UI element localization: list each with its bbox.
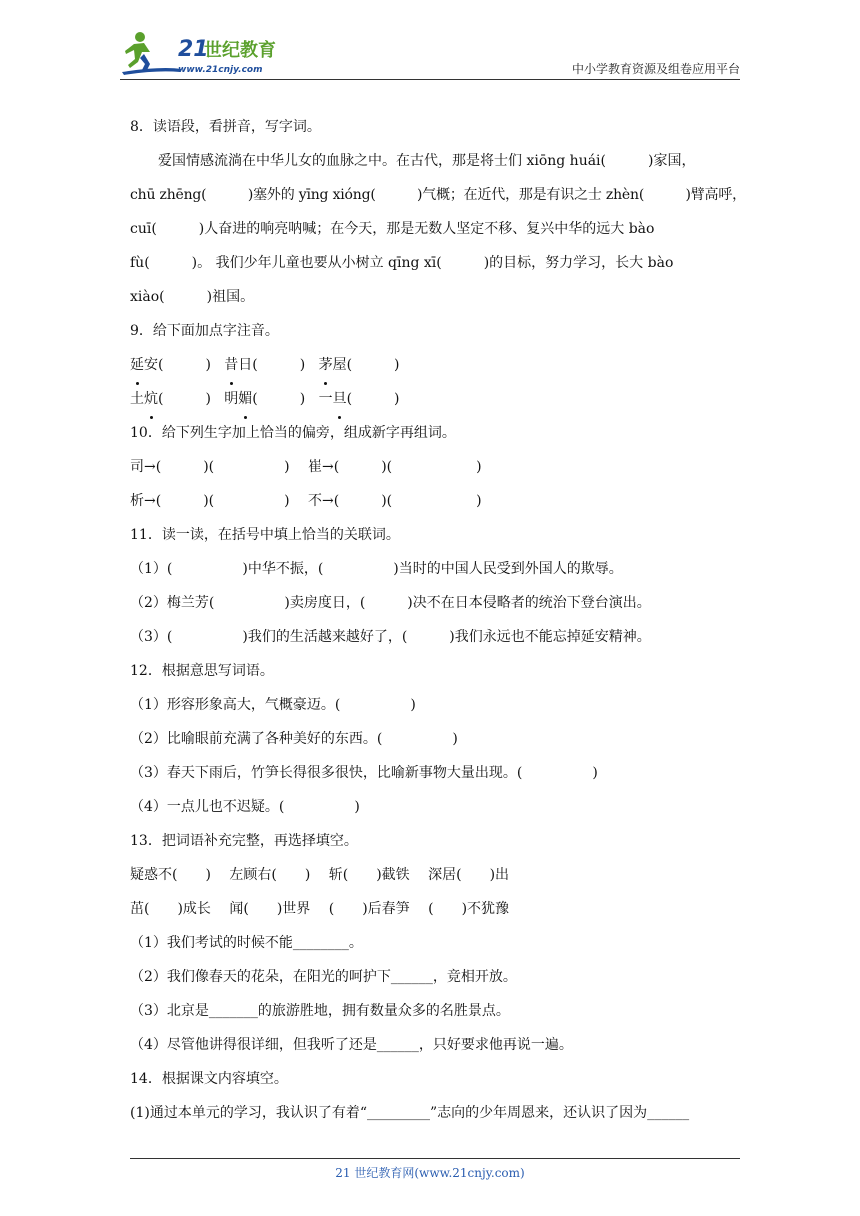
question-13-line-3: （1）我们考试的时候不能________。	[130, 935, 363, 951]
footer-text: 21 世纪教育网(www.21cnjy.com)	[335, 1166, 525, 1180]
question-13-line-2: 茁( )成长 闻( )世界 ( )后春笋 ( )不犹豫	[130, 901, 510, 917]
question-12-line-3: （3）春天下雨后，竹笋长得很多很快，比喻新事物大量出现。( )	[130, 765, 598, 781]
question-13-title: 13．把词语补充完整，再选择填空。	[130, 833, 358, 849]
header-divider	[120, 79, 740, 80]
question-8-line-5: xiào( )祖国。	[130, 289, 255, 305]
question-8-line-4: fù( )。 我们少年儿童也要从小树立 qīng xī( )的目标，努力学习，长大 bào	[130, 255, 674, 271]
word-item: 延安( )	[130, 357, 211, 373]
question-9-row-2	[130, 382, 745, 416]
runner-icon	[122, 32, 182, 75]
word-item: 昔日( )	[224, 357, 305, 373]
svg-text:世纪教育: 世纪教育	[204, 40, 276, 61]
question-9-title: 9．给下面加点字注音。	[130, 323, 279, 339]
question-10-line-1: 司→( )( ) 崔→( )( )	[130, 459, 482, 475]
word-item: 明媚( )	[224, 391, 305, 407]
question-12-title: 12．根据意思写词语。	[130, 663, 274, 679]
question-11-line-2: （2）梅兰芳( )卖房度日，( )决不在日本侵略者的统治下登台演出。	[130, 595, 651, 611]
word-item: 茅屋( )	[319, 357, 400, 373]
question-13-line-1: 疑惑不( ) 左顾右( ) 斩( )截铁 深居( )出	[130, 867, 510, 883]
word-item: 土炕( )	[130, 391, 211, 407]
logo-21cnjy	[120, 28, 290, 78]
question-8-line-3: cuī( )人奋进的响亮呐喊；在今天，那是无数人坚定不移、复兴中华的远大 bào	[130, 221, 655, 237]
worksheet-body	[130, 110, 745, 1130]
question-11-line-3: （3）( )我们的生活越来越好了，( )我们永远也不能忘掉延安精神。	[130, 629, 651, 645]
question-13-line-5: （3）北京是_______的旅游胜地，拥有数量众多的名胜景点。	[130, 1003, 510, 1019]
page-header	[120, 28, 740, 80]
platform-label: 中小学教育资源及组卷应用平台	[571, 62, 740, 76]
question-11-title: 11．读一读，在括号中填上恰当的关联词。	[130, 527, 400, 543]
question-8-line-2: chū zhēng( )塞外的 yīng xióng( )气概；在近代，那是有识之士 zhèn( )臂高呼，	[130, 187, 746, 203]
question-9-row-1	[130, 348, 745, 382]
question-8-title: 8．读语段，看拼音，写字词。	[130, 119, 321, 135]
footer-divider	[130, 1158, 740, 1159]
question-10-line-2: 析→( )( ) 不→( )( )	[130, 493, 482, 509]
question-12-line-4: （4）一点儿也不迟疑。( )	[130, 799, 360, 815]
question-14-title: 14．根据课文内容填空。	[130, 1071, 288, 1087]
question-12-line-1: （1）形容形象高大，气概豪迈。( )	[130, 697, 416, 713]
svg-text:21: 21	[178, 37, 209, 62]
question-14-line-1: (1)通过本单元的学习，我认识了有着“_________”志向的少年周恩来，还认识了因为______	[130, 1105, 690, 1121]
question-13-line-6: （4）尽管他讲得很详细，但我听了还是______，只好要求他再说一遍。	[130, 1037, 573, 1053]
question-10-title: 10．给下列生字加上恰当的偏旁，组成新字再组词。	[130, 425, 456, 441]
word-item: 一旦( )	[319, 391, 400, 407]
question-13-line-4: （2）我们像春天的花朵，在阳光的呵护下______，竞相开放。	[130, 969, 517, 985]
question-12-line-2: （2）比喻眼前充满了各种美好的东西。( )	[130, 731, 458, 747]
question-8-line-1: 爱国情感流淌在中华儿女的血脉之中。在古代，那是将士们 xiōng huái( )家国，	[158, 153, 696, 169]
question-11-line-1: （1）( )中华不振，( )当时的中国人民受到外国人的欺辱。	[130, 561, 623, 577]
svg-text:www.21cnjy.com: www.21cnjy.com	[178, 65, 263, 75]
